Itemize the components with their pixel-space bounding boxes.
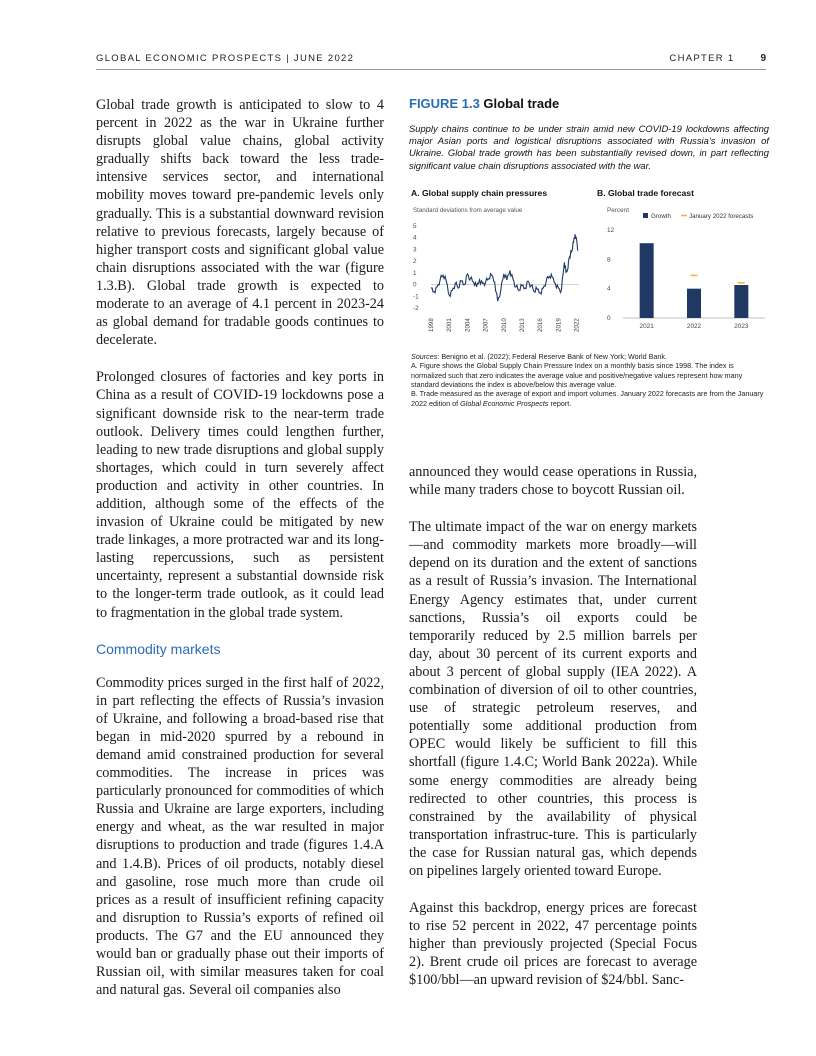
legend-label-forecast: January 2022 forecasts — [689, 212, 754, 220]
sources-text: : Benigno et al. (2022); Federal Reserve Bank of New York; World Bank. — [437, 351, 667, 361]
x-tick-label: 2010 — [500, 318, 508, 332]
bar-growth-2022 — [687, 288, 701, 317]
chart-global-trade-forecast — [595, 202, 769, 336]
y-tick-label: 4 — [607, 285, 611, 293]
series-line-gscpi — [431, 234, 578, 301]
figure-notes — [411, 352, 767, 408]
note-b-end: report. — [548, 398, 572, 408]
y-tick-label: 8 — [607, 256, 611, 264]
figure-title-text: Global trade — [483, 96, 560, 111]
x-tick-label: 1998 — [428, 318, 435, 332]
legend-swatch-growth — [643, 213, 648, 218]
note-b — [411, 389, 767, 408]
y-tick-label: 0 — [413, 281, 417, 289]
panel-b-title: B. Global trade forecast — [597, 187, 694, 198]
x-tick-label: 2001 — [446, 318, 454, 332]
figure-caption: Supply chains continue to be under strain amid new COVID-19 lockdowns affecting major Asian ports and logistical disruptions associated with Russia’s invasion of Ukraine. Global trade growth has been substantially revised down, in part reflecting significant value chain disruptions associated with the war. — [409, 123, 769, 171]
x-tick-label: 2013 — [518, 318, 526, 332]
sources-label: Sources — [411, 351, 438, 361]
right-column — [409, 463, 697, 1009]
figure-1-3 — [409, 96, 769, 436]
paragraph-commodity-prices: Commodity prices surged in the first half of 2022, in part reflecting the effects of Russia’s invasion of Ukraine, and following a broad-based rise that began in mid-2020 spurred by a rebound in demand amid constrained production for several commodities. The increase in prices was particularly pronounced for commodities of which Russia and Ukraine are large exporters, including energy and wheat, as the war resulted in major disruptions to production and trade (figures 1.4.A and 1.4.B). Prices of oil products, notably diesel and gasoline, rose much more than crude oil prices as a result of insufficient refining capacity and disruption to Russia’s exports of refined oil products. The G7 and the EU announced they would ban or gradually phase out their imports of Russian oil, with similar measures taken for coal and natural gas. Several oil companies also — [96, 674, 384, 999]
y-tick-label: -2 — [413, 304, 419, 312]
paragraph-traders-boycott: announced they would cease operations in Russia, while many traders chose to boycott Russian oil. — [409, 464, 697, 499]
x-tick-label: 2022 — [573, 318, 581, 332]
y-tick-label: 3 — [413, 246, 417, 254]
figure-panels — [409, 188, 769, 436]
note-a: A. Figure shows the Global Supply Chain Pressure Index on a monthly basis since 1998. The index is normalized such that zero indicates the average value and positive/negative values represent how many standard deviations the index is above/below this average value. — [411, 361, 743, 390]
panel-a-title: A. Global supply chain pressures — [411, 187, 548, 198]
y-axis-label: Standard deviations from average value — [413, 206, 523, 214]
paragraph-energy-prices: Against this backdrop, energy prices are forecast to rise 52 percent in 2022, 47 percentage points higher than previously projected (Special Focus 2). Brent crude oil prices are forecast to average $100/bbl—an upward revision of $24/bbl. Sanc- — [409, 900, 697, 989]
x-tick-label: 2023 — [734, 322, 749, 330]
y-tick-label: -1 — [413, 293, 419, 301]
bar-growth-2021 — [640, 243, 654, 318]
section-heading-commodity-markets: Commodity markets — [96, 640, 221, 657]
figure-title — [409, 96, 769, 111]
paragraph-china-closures: Prolonged closures of factories and key ports in China as a result of COVID-19 lockdowns pose a significant downside risk to the near-term trade outlook. Delivery times could lengthen further, leading to new trade disruptions and global supply shortages, which could in turn severely affect production and activity in other countries. In addition, although some of the effects of the invasion of Ukraine could be mitigated by new trade linkages, a more protracted war and its long-lasting repercussions, such as persistent uncertainty, represent a substantial downside risk to the longer-term trade outlook, as it could lead to fragmentation in the global trade system. — [96, 369, 384, 621]
y-tick-label: 0 — [607, 314, 611, 322]
y-tick-label: 2 — [413, 257, 417, 265]
chapter-label — [669, 53, 766, 64]
header-divider — [96, 69, 766, 70]
chapter-text: CHAPTER 1 — [669, 53, 735, 64]
x-tick-label: 2022 — [686, 322, 702, 330]
x-tick-label: 2016 — [537, 318, 545, 332]
bar-growth-2023 — [734, 285, 748, 318]
running-header: GLOBAL ECONOMIC PROSPECTS | JUNE 2022 — [96, 53, 355, 64]
left-column — [96, 96, 384, 1018]
y-tick-label: 12 — [607, 226, 615, 234]
paragraph-trade-growth: Global trade growth is anticipated to slow to 4 percent in 2022 as the war in Ukraine further disrupts global value chains, global activity gradually shifts back toward the less trade-intensive services sector, and international mobility moves toward pre-pandemic levels only gradually. This is a substantial downward revision relative to previous forecasts, largely because of higher transport costs and significant global value chain disruptions associated with the war (figure 1.3.B). Global trade growth is expected to moderate to an average of 4.1 percent in 2023-24 as global demand for tradable goods continues to decelerate. — [96, 97, 384, 349]
figure-number: FIGURE 1.3 — [409, 96, 480, 111]
y-tick-label: 4 — [413, 234, 417, 242]
x-tick-label: 2021 — [639, 322, 654, 330]
note-b-text: B. Trade measured as the average of export and import volumes. January 2022 forecasts are from the January 2022 edition of — [411, 389, 764, 408]
chart-supply-chain-pressures — [409, 202, 585, 336]
x-tick-label: 2019 — [555, 318, 563, 332]
x-tick-label: 2007 — [482, 318, 490, 332]
y-axis-label: Percent — [607, 206, 630, 214]
sources-note — [411, 352, 767, 361]
legend-label-growth: Growth — [651, 212, 671, 220]
y-tick-label: 1 — [413, 269, 417, 277]
y-tick-label: 5 — [413, 222, 417, 230]
paragraph-war-impact: The ultimate impact of the war on energy markets—and commodity markets more broadly—will depend on its duration and the extent of sanctions as a result of Russia’s invasion. The International Energy Agency estimates that, under current sanctions, Russia’s oil exports could be temporarily reduced by 2.5 million barrels per day, about 30 percent of its current exports and about 3 percent of global supply (IEA 2022). A combination of diversion of oil to other countries, use of strategic petroleum reserves, and potentially some additional production from OPEC would likely be sufficient to fill this shortfall (figure 1.4.C; World Bank 2022a). While some energy commodities are already being redirected to other countries, this process is constrained by the availability of physical transportation infrastruc-ture. This is particularly the case for Russian natural gas, which depends on pipelines largely oriented toward Europe. — [409, 519, 697, 879]
x-tick-label: 2004 — [464, 318, 472, 332]
note-b-italic: Global Economic Prospects — [460, 398, 549, 408]
page-number: 9 — [760, 53, 766, 64]
